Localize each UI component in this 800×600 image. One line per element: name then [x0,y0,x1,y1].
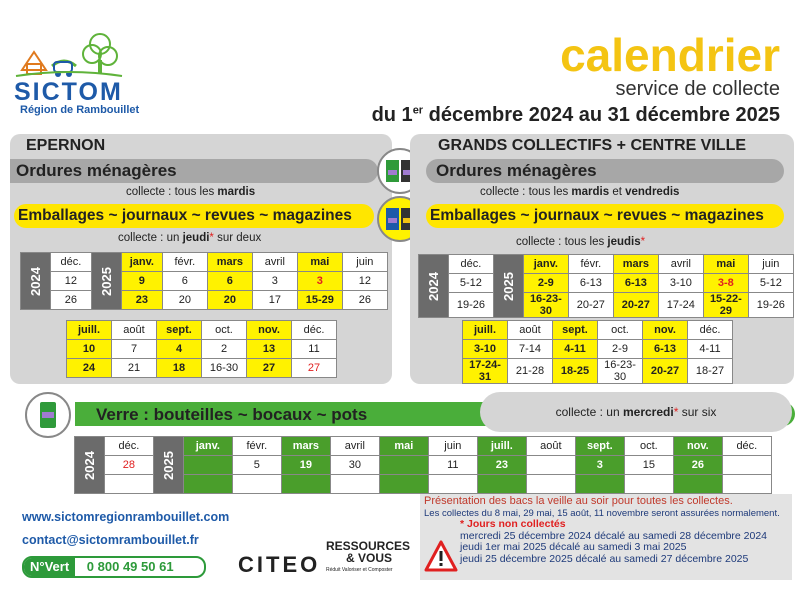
date-cell: 6-13 [568,274,613,293]
month-header: avril [252,253,297,272]
month-header: août [112,321,157,340]
date-cell: 17-24-31 [463,359,508,384]
month-header: janv. [183,437,232,456]
date-cell [575,475,624,494]
date-cell: 19 [281,456,330,475]
date-cell [104,475,153,494]
year-label: 2025 [153,437,183,494]
left-emb-note: collecte : un jeudi* sur deux [118,232,262,244]
date-cell: 3 [575,456,624,475]
notice-line: Les collectes du 8 mai, 29 mai, 15 août, 11 novembre seront assurées normalement. [424,507,780,519]
year-label: 2024 [419,255,449,318]
date-cell: 24 [67,359,112,378]
month-header: févr. [568,255,613,274]
date-cell: 6 [162,272,207,291]
date-cell: 3-10 [658,274,703,293]
date-cell: 9 [121,272,162,291]
glass-title: Verre : bouteilles ~ bocaux ~ pots [96,405,368,424]
date-range: du 1er décembre 2024 au 31 décembre 2025 [371,104,780,126]
date-cell: 23 [477,456,526,475]
email-link[interactable]: contact@sictomrambouillet.fr [22,533,199,547]
glass-bin-icon [22,392,74,438]
date-cell [330,475,379,494]
month-header: avril [658,255,703,274]
date-cell: 7 [112,340,157,359]
month-header: nov. [643,321,688,340]
month-header: sept. [575,437,624,456]
date-cell: 4-11 [688,340,733,359]
left-emb-bar: Emballages ~ journaux ~ revues ~ magazines [14,204,374,228]
month-header: févr. [162,253,207,272]
date-cell [281,475,330,494]
date-cell: 27 [292,359,337,378]
month-header: juill. [477,437,526,456]
phone-icon: N°Vert [24,558,75,576]
date-cell: 6-13 [643,340,688,359]
date-cell: 26 [342,291,387,310]
date-cell [183,456,232,475]
date-cell [428,475,477,494]
right-zone-title: GRANDS COLLECTIFS + CENTRE VILLE [438,137,747,154]
date-cell: 11 [292,340,337,359]
left-om-bar: Ordures ménagères [10,159,378,183]
month-header: nov. [247,321,292,340]
date-cell: 20 [207,291,252,310]
phone-number[interactable] [22,556,206,578]
date-cell [379,475,428,494]
left-table-2 [66,320,337,378]
date-cell: 2 [202,340,247,359]
date-cell: 12 [342,272,387,291]
date-cell [232,475,281,494]
date-cell: 6-13 [613,274,658,293]
right-emb-bar: Emballages ~ journaux ~ revues ~ magazines [426,204,784,228]
tree-house-logo-icon [14,30,124,82]
notice-line: jeudi 25 décembre 2025 décalé au samedi 27 décembre 2025 [460,552,749,565]
date-cell: 18-25 [553,359,598,384]
date-cell: 19-26 [748,293,793,318]
date-cell: 11 [428,456,477,475]
phone-number-text: 0 800 49 50 61 [86,559,174,574]
month-header: janv. [121,253,162,272]
notice-line: * Jours non collectés [460,518,566,530]
date-cell: 6 [207,272,252,291]
date-cell [673,475,722,494]
date-cell [183,475,232,494]
date-cell [722,475,771,494]
citeo-logo: CITEO [238,552,321,577]
month-header: déc. [292,321,337,340]
date-cell: 4-11 [553,340,598,359]
left-zone-title: EPERNON [26,137,106,154]
date-cell: 3-8 [703,274,748,293]
date-cell: 5 [232,456,281,475]
date-cell: 20-27 [613,293,658,318]
date-cell: 17-24 [658,293,703,318]
notice-box [420,494,792,580]
date-cell: 4 [157,340,202,359]
date-cell: 18-27 [688,359,733,384]
date-cell [624,475,673,494]
date-cell: 3-10 [463,340,508,359]
month-header: mai [297,253,342,272]
year-label: 2024 [75,437,105,494]
date-cell: 21 [112,359,157,378]
website-link[interactable]: www.sictomregionrambouillet.com [22,510,230,524]
page-title: calendrier [560,29,780,81]
year-label: 2025 [493,255,523,318]
warning-icon [424,540,458,572]
date-cell [477,475,526,494]
date-cell: 20 [162,291,207,310]
month-header: déc. [448,255,493,274]
month-header: mars [207,253,252,272]
date-cell: 17 [252,291,297,310]
month-header: déc. [50,253,91,272]
date-cell: 23 [121,291,162,310]
date-cell: 15-22-29 [703,293,748,318]
left-om-note: collecte : tous les mardis [126,186,256,198]
date-cell [722,456,771,475]
right-table-1 [418,254,794,318]
year-label: 2024 [21,253,51,310]
date-cell: 2-9 [598,340,643,359]
page-subtitle: service de collecte [615,78,780,100]
month-header: janv. [523,255,568,274]
date-cell: 15 [624,456,673,475]
right-table-2 [462,320,733,384]
notice-line: Présentation des bacs la veille au soir pour toutes les collectes. [424,495,733,507]
month-header: juin [748,255,793,274]
date-cell: 26 [50,291,91,310]
date-cell: 27 [247,359,292,378]
date-cell [379,456,428,475]
glass-note: collecte : un mercredi* sur six [480,392,792,432]
month-header: mai [703,255,748,274]
month-header: oct. [202,321,247,340]
month-header: mars [281,437,330,456]
right-om-bar: Ordures ménagères [426,159,784,183]
month-header: juill. [463,321,508,340]
month-header: févr. [232,437,281,456]
date-cell: 15-29 [297,291,342,310]
month-header: juin [342,253,387,272]
date-cell: 16-23-30 [598,359,643,384]
date-cell: 12 [50,272,91,291]
month-header: sept. [553,321,598,340]
right-emb-note: collecte : tous les jeudis* [516,236,646,248]
date-cell [526,475,575,494]
glass-table [74,436,772,494]
ressources-logo: RESSOURCES & VOUS Réduit Valoriser et Composter [326,539,411,573]
month-header: déc. [688,321,733,340]
date-cell: 16-23-30 [523,293,568,318]
notice-line: jeudi 1er mai 2025 décalé au samedi 3 mai 2025 [460,541,687,553]
notice-line: mercredi 25 décembre 2024 décalé au samedi 28 décembre 2024 [460,529,768,542]
date-cell: 3 [297,272,342,291]
month-header: déc. [104,437,153,456]
month-header: nov. [673,437,722,456]
month-header: déc. [722,437,771,456]
date-cell: 20-27 [568,293,613,318]
right-om-note: collecte : tous les mardis et vendredis [480,186,680,198]
year-label: 2025 [91,253,121,310]
date-cell: 19-26 [448,293,493,318]
date-cell: 2-9 [523,274,568,293]
month-header: avril [330,437,379,456]
month-header: mai [379,437,428,456]
date-cell: 26 [673,456,722,475]
month-header: août [508,321,553,340]
month-header: mars [613,255,658,274]
date-cell: 5-12 [748,274,793,293]
date-cell: 5-12 [448,274,493,293]
date-cell: 20-27 [643,359,688,384]
date-cell: 16-30 [202,359,247,378]
date-cell: 21-28 [508,359,553,384]
month-header: oct. [598,321,643,340]
month-header: août [526,437,575,456]
month-header: oct. [624,437,673,456]
date-cell: 30 [330,456,379,475]
month-header: juin [428,437,477,456]
date-cell: 10 [67,340,112,359]
month-header: juill. [67,321,112,340]
brand-subtitle: Région de Rambouillet [20,104,140,116]
date-cell: 18 [157,359,202,378]
date-cell: 28 [104,456,153,475]
date-cell [526,456,575,475]
date-cell: 3 [252,272,297,291]
brand-name: SICTOM [14,78,123,106]
date-cell: 13 [247,340,292,359]
date-cell: 7-14 [508,340,553,359]
month-header: sept. [157,321,202,340]
left-table-1 [20,252,388,310]
